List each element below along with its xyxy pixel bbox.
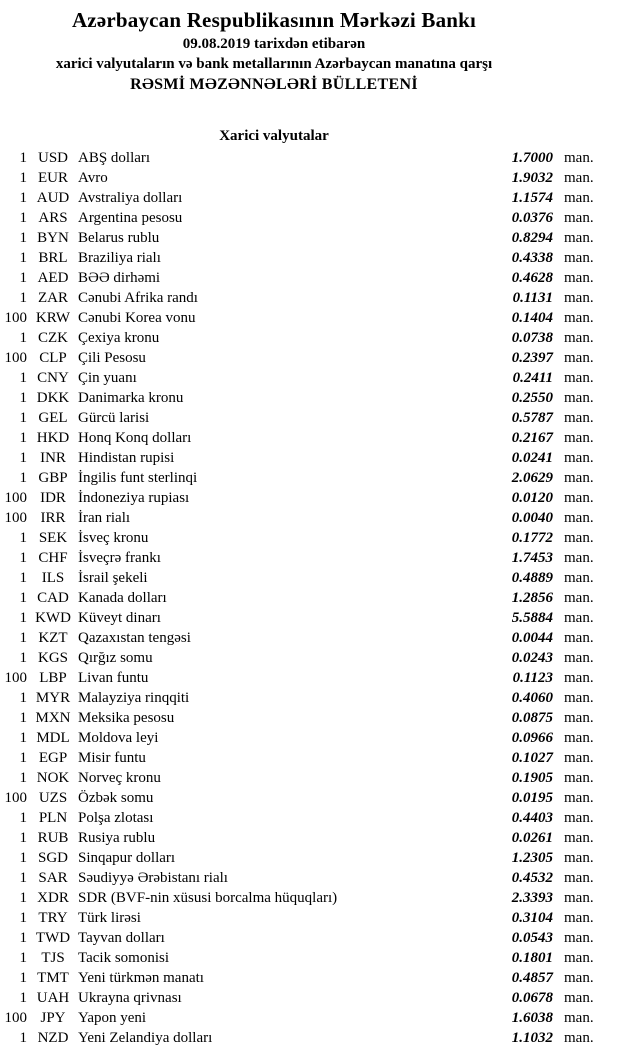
currency-code: TWD xyxy=(35,930,71,946)
rate-value: 2.0629 xyxy=(511,470,553,486)
unit-label: man. xyxy=(564,930,594,946)
rate-value: 0.2550 xyxy=(511,390,553,406)
unit-label: man. xyxy=(564,390,594,406)
quantity: 100 xyxy=(4,670,27,686)
currency-code: BRL xyxy=(38,250,68,266)
rate-row xyxy=(0,228,620,248)
rate-value: 0.0241 xyxy=(511,450,553,466)
currency-code: SAR xyxy=(38,870,68,886)
rate-value: 0.0966 xyxy=(511,730,553,746)
rate-row xyxy=(0,308,620,328)
rate-row xyxy=(0,668,620,688)
currency-code: MDL xyxy=(36,730,70,746)
currency-code: EGP xyxy=(38,750,68,766)
currency-name: Meksika pesosu xyxy=(78,710,175,726)
rate-value: 0.2397 xyxy=(511,350,553,366)
rate-value: 0.1123 xyxy=(512,670,553,686)
quantity: 100 xyxy=(4,1010,27,1026)
rate-row xyxy=(0,208,620,228)
unit-label: man. xyxy=(564,190,594,206)
currency-code: NZD xyxy=(37,1030,69,1046)
currency-code: TRY xyxy=(38,910,68,926)
quantity: 100 xyxy=(4,490,27,506)
rate-value: 0.0243 xyxy=(511,650,553,666)
currency-name: Qazaxıstan tengəsi xyxy=(78,630,191,646)
currency-code: NOK xyxy=(36,770,70,786)
currency-code: CAD xyxy=(37,590,69,606)
unit-label: man. xyxy=(564,290,594,306)
rate-row xyxy=(0,408,620,428)
currency-name: Kanada dolları xyxy=(78,590,167,606)
currency-code: SGD xyxy=(37,850,68,866)
rate-row xyxy=(0,548,620,568)
rate-row xyxy=(0,768,620,788)
rate-row xyxy=(0,168,620,188)
currency-name: Yeni Zelandiya dolları xyxy=(78,1030,213,1046)
quantity: 1 xyxy=(19,550,27,566)
rate-row xyxy=(0,428,620,448)
rate-value: 0.0376 xyxy=(511,210,553,226)
rate-row xyxy=(0,588,620,608)
unit-label: man. xyxy=(564,690,594,706)
unit-label: man. xyxy=(564,230,594,246)
currency-name: Çin yuanı xyxy=(78,370,137,386)
unit-label: man. xyxy=(564,450,594,466)
rate-row xyxy=(0,608,620,628)
rate-value: 0.0040 xyxy=(511,510,553,526)
rate-value: 0.8294 xyxy=(511,230,553,246)
unit-label: man. xyxy=(564,250,594,266)
rates-table xyxy=(0,148,620,1048)
rate-row xyxy=(0,868,620,888)
currency-code: AUD xyxy=(36,190,70,206)
currency-code: KWD xyxy=(35,610,71,626)
currency-name: İsveç kronu xyxy=(78,530,149,546)
currency-code: KGS xyxy=(37,650,68,666)
rate-row xyxy=(0,268,620,288)
rate-row xyxy=(0,328,620,348)
currency-name: Yapon yeni xyxy=(78,1010,147,1026)
rate-row xyxy=(0,248,620,268)
effective-date-line: 09.08.2019 tarixdən etibarən xyxy=(182,36,366,52)
rate-value: 0.1801 xyxy=(511,950,553,966)
unit-label: man. xyxy=(564,770,594,786)
currency-name: Sinqapur dolları xyxy=(78,850,176,866)
quantity: 1 xyxy=(19,290,27,306)
unit-label: man. xyxy=(564,570,594,586)
rate-value: 1.2305 xyxy=(511,850,553,866)
currency-code: RUB xyxy=(37,830,69,846)
currency-code: SEK xyxy=(38,530,68,546)
rate-value: 0.1905 xyxy=(511,770,553,786)
unit-label: man. xyxy=(564,790,594,806)
rate-value: 1.1574 xyxy=(511,190,553,206)
rate-row xyxy=(0,1008,620,1028)
quantity: 1 xyxy=(19,910,27,926)
rate-value: 0.4060 xyxy=(511,690,553,706)
currency-name: İran rialı xyxy=(78,510,131,526)
currency-name: İndoneziya rupiası xyxy=(78,490,190,506)
currency-name: Honq Konq dolları xyxy=(78,430,192,446)
unit-label: man. xyxy=(564,710,594,726)
rate-value: 0.3104 xyxy=(511,910,553,926)
unit-label: man. xyxy=(564,530,594,546)
quantity: 1 xyxy=(19,250,27,266)
currency-code: TJS xyxy=(41,950,65,966)
currency-code: MXN xyxy=(35,710,71,726)
rate-value: 1.7000 xyxy=(511,150,553,166)
quantity: 1 xyxy=(19,330,27,346)
quantity: 1 xyxy=(19,830,27,846)
rate-row xyxy=(0,888,620,908)
quantity: 1 xyxy=(19,410,27,426)
unit-label: man. xyxy=(564,470,594,486)
unit-label: man. xyxy=(564,410,594,426)
rate-row xyxy=(0,968,620,988)
quantity: 1 xyxy=(19,150,27,166)
unit-label: man. xyxy=(564,170,594,186)
rate-row xyxy=(0,448,620,468)
rate-row xyxy=(0,368,620,388)
currency-name: Malayziya rinqqiti xyxy=(78,690,190,706)
rate-value: 0.0738 xyxy=(511,330,553,346)
currency-name: Gürcü larisi xyxy=(78,410,150,426)
unit-label: man. xyxy=(564,550,594,566)
currency-code: JPY xyxy=(40,1010,66,1026)
rate-row xyxy=(0,648,620,668)
unit-label: man. xyxy=(564,610,594,626)
rate-value: 0.4532 xyxy=(511,870,553,886)
currency-name: Belarus rublu xyxy=(78,230,160,246)
quantity: 1 xyxy=(19,990,27,1006)
rate-value: 0.1404 xyxy=(511,310,553,326)
rate-value: 0.5787 xyxy=(511,410,553,426)
unit-label: man. xyxy=(564,210,594,226)
quantity: 1 xyxy=(19,450,27,466)
quantity: 1 xyxy=(19,390,27,406)
rate-row xyxy=(0,188,620,208)
currency-code: GBP xyxy=(38,470,68,486)
rate-value: 0.0543 xyxy=(511,930,553,946)
unit-label: man. xyxy=(564,590,594,606)
currency-name: İsrail şekeli xyxy=(78,570,148,586)
currency-code: HKD xyxy=(36,430,70,446)
currency-name: Argentina pesosu xyxy=(78,210,183,226)
rate-value: 0.4403 xyxy=(511,810,553,826)
currency-code: GEL xyxy=(38,410,68,426)
rate-row xyxy=(0,708,620,728)
unit-label: man. xyxy=(564,510,594,526)
quantity: 1 xyxy=(19,630,27,646)
rate-row xyxy=(0,628,620,648)
quantity: 1 xyxy=(19,170,27,186)
currency-code: IRR xyxy=(40,510,66,526)
rate-value: 1.6038 xyxy=(511,1010,553,1026)
rate-value: 0.0261 xyxy=(511,830,553,846)
unit-label: man. xyxy=(564,370,594,386)
currency-name: Avstraliya dolları xyxy=(78,190,183,206)
rate-row xyxy=(0,388,620,408)
bulletin-title: RƏSMİ MƏZƏNNƏLƏRİ BÜLLETENİ xyxy=(130,76,418,93)
currency-code: ARS xyxy=(38,210,68,226)
quantity: 1 xyxy=(19,590,27,606)
currency-code: INR xyxy=(40,450,66,466)
currency-name: Tayvan dolları xyxy=(78,930,165,946)
currency-name: Qırğız somu xyxy=(78,650,153,666)
quantity: 1 xyxy=(19,890,27,906)
rate-value: 0.2411 xyxy=(512,370,553,386)
rate-row xyxy=(0,528,620,548)
bank-name: Azərbaycan Respublikasının Mərkəzi Bankı xyxy=(71,8,477,32)
currency-code: BYN xyxy=(37,230,69,246)
rate-row xyxy=(0,348,620,368)
unit-label: man. xyxy=(564,350,594,366)
quantity: 1 xyxy=(19,770,27,786)
currency-code: AED xyxy=(37,270,69,286)
currency-name: BƏƏ dirhəmi xyxy=(78,270,161,286)
currency-code: DKK xyxy=(36,390,70,406)
rate-value: 2.3393 xyxy=(511,890,553,906)
currency-name: Çexiya kronu xyxy=(78,330,160,346)
quantity: 100 xyxy=(4,790,27,806)
rate-value: 0.0875 xyxy=(511,710,553,726)
quantity: 1 xyxy=(19,650,27,666)
quantity: 1 xyxy=(19,530,27,546)
currency-name: İsveçrə frankı xyxy=(78,550,161,566)
currency-name: Cənubi Afrika randı xyxy=(78,290,198,306)
rate-value: 0.2167 xyxy=(511,430,553,446)
rate-value: 1.7453 xyxy=(511,550,553,566)
currency-name: Avro xyxy=(78,170,108,186)
quantity: 1 xyxy=(19,710,27,726)
currency-name: Polşa zlotası xyxy=(78,810,154,826)
currency-code: CHF xyxy=(38,550,68,566)
rate-value: 0.0195 xyxy=(511,790,553,806)
unit-label: man. xyxy=(564,270,594,286)
unit-label: man. xyxy=(564,830,594,846)
currency-name: Ukrayna qrivnası xyxy=(78,990,182,1006)
quantity: 1 xyxy=(19,750,27,766)
rate-row xyxy=(0,808,620,828)
currency-code: KZT xyxy=(38,630,68,646)
rate-value: 0.4889 xyxy=(511,570,553,586)
currency-code: XDR xyxy=(37,890,69,906)
currency-name: Livan funtu xyxy=(78,670,149,686)
unit-label: man. xyxy=(564,150,594,166)
quantity: 1 xyxy=(19,230,27,246)
currency-name: Küveyt dinarı xyxy=(78,610,161,626)
rate-row xyxy=(0,928,620,948)
currency-name: SDR (BVF-nin xüsusi borcalma hüquqları) xyxy=(78,890,338,906)
currency-name: Səudiyyə Ərəbistanı rialı xyxy=(78,870,228,886)
rate-value: 0.4628 xyxy=(511,270,553,286)
unit-label: man. xyxy=(564,650,594,666)
currency-code: CNY xyxy=(37,370,69,386)
rate-value: 0.4857 xyxy=(511,970,553,986)
currency-code: CZK xyxy=(38,330,68,346)
unit-label: man. xyxy=(564,730,594,746)
rate-row xyxy=(0,688,620,708)
unit-label: man. xyxy=(564,430,594,446)
currency-name: Tacik somonisi xyxy=(78,950,170,966)
unit-label: man. xyxy=(564,750,594,766)
quantity: 1 xyxy=(19,950,27,966)
rate-value: 0.0120 xyxy=(511,490,553,506)
currency-code: USD xyxy=(37,150,68,166)
quantity: 100 xyxy=(4,310,27,326)
unit-label: man. xyxy=(564,870,594,886)
quantity: 1 xyxy=(19,810,27,826)
currency-code: PLN xyxy=(38,810,68,826)
quantity: 1 xyxy=(19,690,27,706)
rate-value: 0.1772 xyxy=(511,530,553,546)
currency-name: Çili Pesosu xyxy=(78,350,146,366)
currency-name: Rusiya rublu xyxy=(78,830,156,846)
quantity: 1 xyxy=(19,930,27,946)
currency-code: LBP xyxy=(39,670,67,686)
currency-name: ABŞ dolları xyxy=(78,150,151,166)
rate-row xyxy=(0,488,620,508)
rate-row xyxy=(0,1028,620,1048)
unit-label: man. xyxy=(564,810,594,826)
currency-code: ILS xyxy=(41,570,65,586)
currency-code: UAH xyxy=(36,990,70,1006)
rate-value: 5.5884 xyxy=(511,610,553,626)
rate-row xyxy=(0,988,620,1008)
rate-value: 1.9032 xyxy=(511,170,553,186)
rate-row xyxy=(0,568,620,588)
currency-name: Yeni türkmən manatı xyxy=(78,970,204,986)
scope-line: xarici valyutaların və bank metallarının Azərbaycan manatına qarşı xyxy=(55,56,493,72)
currency-name: Hindistan rupisi xyxy=(78,450,175,466)
quantity: 1 xyxy=(19,970,27,986)
rate-row xyxy=(0,728,620,748)
currency-name: Misir funtu xyxy=(78,750,146,766)
currency-code: IDR xyxy=(40,490,66,506)
currency-name: Danimarka kronu xyxy=(78,390,184,406)
currency-name: Braziliya rialı xyxy=(78,250,161,266)
rate-row xyxy=(0,508,620,528)
rate-row xyxy=(0,848,620,868)
rate-row xyxy=(0,828,620,848)
currency-name: Norveç kronu xyxy=(78,770,161,786)
rate-value: 0.0044 xyxy=(511,630,553,646)
quantity: 1 xyxy=(19,850,27,866)
unit-label: man. xyxy=(564,990,594,1006)
currency-name: Moldova leyi xyxy=(78,730,159,746)
unit-label: man. xyxy=(564,890,594,906)
section-title: Xarici valyutalar xyxy=(219,128,329,144)
quantity: 1 xyxy=(19,470,27,486)
rate-value: 0.0678 xyxy=(511,990,553,1006)
rate-row xyxy=(0,948,620,968)
currency-code: TMT xyxy=(37,970,69,986)
quantity: 1 xyxy=(19,870,27,886)
quantity: 100 xyxy=(4,510,27,526)
quantity: 1 xyxy=(19,210,27,226)
currency-name: İngilis funt sterlinqi xyxy=(78,470,198,486)
rate-row xyxy=(0,908,620,928)
unit-label: man. xyxy=(564,630,594,646)
unit-label: man. xyxy=(564,850,594,866)
unit-label: man. xyxy=(564,670,594,686)
currency-code: KRW xyxy=(35,310,71,326)
quantity: 1 xyxy=(19,270,27,286)
unit-label: man. xyxy=(564,1030,594,1046)
currency-name: Türk lirəsi xyxy=(78,910,141,926)
quantity: 1 xyxy=(19,370,27,386)
rate-value: 0.1131 xyxy=(512,290,553,306)
rate-row xyxy=(0,288,620,308)
currency-code: ZAR xyxy=(38,290,68,306)
unit-label: man. xyxy=(564,1010,594,1026)
rate-value: 1.1032 xyxy=(511,1030,553,1046)
document-header xyxy=(0,0,548,95)
rate-row xyxy=(0,748,620,768)
currency-name: Cənubi Korea vonu xyxy=(78,310,196,326)
quantity: 1 xyxy=(19,610,27,626)
unit-label: man. xyxy=(564,310,594,326)
currency-code: MYR xyxy=(35,690,71,706)
rate-row xyxy=(0,148,620,168)
quantity: 1 xyxy=(19,1030,27,1046)
rate-value: 1.2856 xyxy=(511,590,553,606)
rate-row xyxy=(0,468,620,488)
quantity: 1 xyxy=(19,190,27,206)
rate-value: 0.4338 xyxy=(511,250,553,266)
quantity: 1 xyxy=(19,430,27,446)
rate-row xyxy=(0,788,620,808)
unit-label: man. xyxy=(564,330,594,346)
rate-value: 0.1027 xyxy=(511,750,553,766)
unit-label: man. xyxy=(564,490,594,506)
currency-code: CLP xyxy=(39,350,67,366)
currency-name: Özbək somu xyxy=(78,790,154,806)
unit-label: man. xyxy=(564,970,594,986)
quantity: 1 xyxy=(19,570,27,586)
quantity: 1 xyxy=(19,730,27,746)
unit-label: man. xyxy=(564,910,594,926)
currency-code: UZS xyxy=(38,790,68,806)
unit-label: man. xyxy=(564,950,594,966)
currency-code: EUR xyxy=(38,170,68,186)
quantity: 100 xyxy=(4,350,27,366)
